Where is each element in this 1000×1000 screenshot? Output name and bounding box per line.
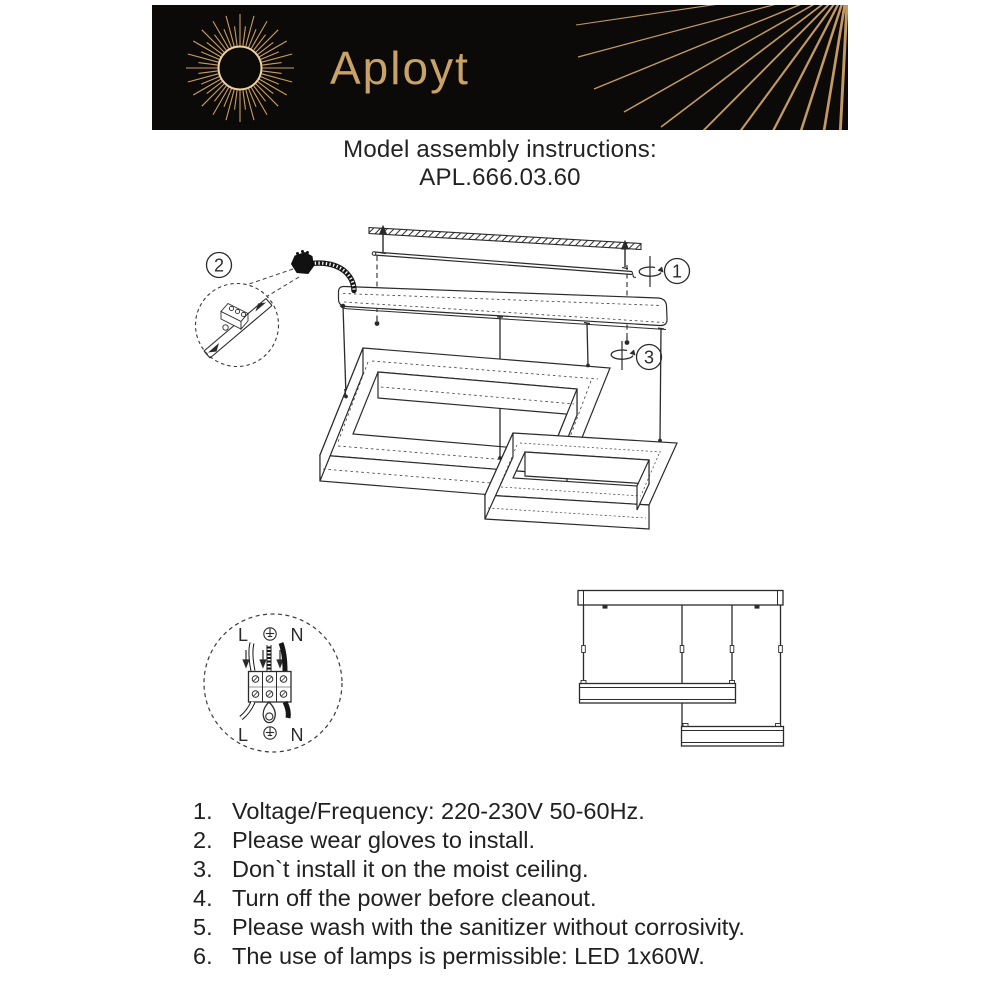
brand-name: Aployt xyxy=(330,42,470,94)
instruction-item xyxy=(193,884,833,913)
connector-plug-icon xyxy=(292,253,314,274)
instruction-text: Turn off the power before cleanout. xyxy=(232,885,597,911)
instruction-item xyxy=(193,913,833,942)
canopy-part xyxy=(339,286,668,329)
instruction-text: Voltage/Frequency: 220-230V 50-60Hz. xyxy=(232,798,645,824)
instruction-item xyxy=(193,797,833,826)
side-view-bar-1 xyxy=(580,681,736,704)
instruction-text: Don`t install it on the moist ceiling. xyxy=(232,856,589,882)
instruction-number: 4. xyxy=(193,885,213,911)
instructions-list xyxy=(193,797,833,971)
title-line-2: APL.666.03.60 xyxy=(419,164,581,191)
instruction-text: Please wash with the sanitizer without corrosivity. xyxy=(232,914,745,940)
callout-2-label: 2 xyxy=(213,255,225,276)
instruction-number: 2. xyxy=(193,827,213,853)
instruction-number: 6. xyxy=(193,943,213,969)
side-view-drawing xyxy=(578,591,784,747)
terminal-block xyxy=(249,672,292,703)
instruction-number: 5. xyxy=(193,914,213,940)
wiring-label-bottom-left: L xyxy=(237,725,249,745)
mounting-bracket-part xyxy=(372,252,636,278)
instruction-number: 3. xyxy=(193,856,213,882)
callout-2 xyxy=(207,253,232,278)
title-line-1: Model assembly instructions: xyxy=(343,136,657,163)
wiring-label-bottom-right: N xyxy=(290,725,304,745)
instruction-item xyxy=(193,826,833,855)
small-frame-part xyxy=(485,433,677,529)
callout-1-label: 1 xyxy=(671,261,683,282)
rotate-icon-1 xyxy=(639,256,663,287)
side-view-bar-2 xyxy=(682,724,784,747)
ceiling-rail-part xyxy=(369,228,641,250)
callout-1 xyxy=(665,259,690,284)
instruction-text: The use of lamps is permissible: LED 1x60W. xyxy=(232,943,705,969)
wiring-label-top-left: L xyxy=(237,625,249,645)
instruction-text: Please wear gloves to install. xyxy=(232,827,536,853)
wiring-diagram-circle xyxy=(204,614,342,752)
power-cable xyxy=(292,250,355,291)
instruction-item xyxy=(193,942,833,971)
callout-3 xyxy=(637,345,662,370)
instruction-number: 1. xyxy=(193,798,213,824)
callout-3-label: 3 xyxy=(643,347,655,368)
terminal-detail-circle xyxy=(196,284,279,367)
rotate-icon-3 xyxy=(611,341,635,370)
instruction-item xyxy=(193,855,833,884)
wiring-label-top-right: N xyxy=(290,625,304,645)
